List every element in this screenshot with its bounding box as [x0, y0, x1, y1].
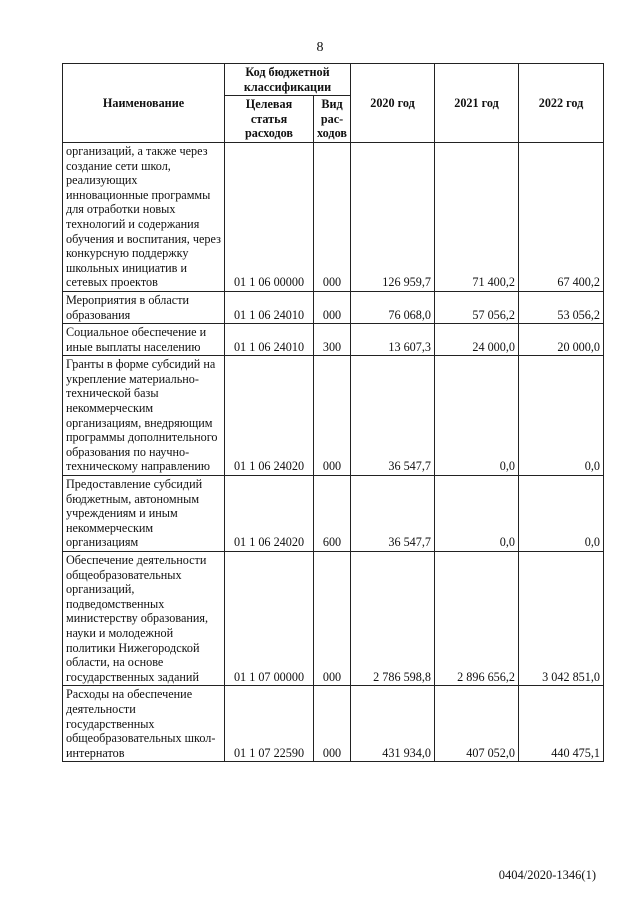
row-2021: 71 400,2	[435, 142, 519, 291]
page-number: 8	[316, 40, 324, 55]
table-row	[63, 356, 604, 476]
table-row	[63, 324, 604, 356]
table-row	[63, 552, 604, 686]
header-2022: 2022 год	[519, 64, 604, 143]
row-2020: 2 786 598,8	[351, 552, 435, 686]
header-vid: Вид рас-ходов	[314, 96, 351, 143]
table-row	[63, 142, 604, 291]
row-2022: 440 475,1	[519, 686, 604, 762]
row-2022: 3 042 851,0	[519, 552, 604, 686]
row-2020: 36 547,7	[351, 356, 435, 476]
row-name: Мероприятия в области образования	[63, 291, 225, 323]
row-2021: 2 896 656,2	[435, 552, 519, 686]
row-2021: 24 000,0	[435, 324, 519, 356]
row-2022: 20 000,0	[519, 324, 604, 356]
row-name: Социальное обеспечение и иные выплаты населению	[63, 324, 225, 356]
document-code: 0404/2020-1346(1)	[498, 868, 596, 882]
row-name: организаций, а также через создание сети школ, реализующих инновационные программы для отработки новых технологий и содержания обучения и воспитания, через конкурсную поддержку школьных инициатив и сетевых проектов	[63, 142, 225, 291]
row-name: Гранты в форме субсидий на укрепление материально-технической базы некоммерческим организациям, внедряющим программы дополнительного образования по научно-техническому направлению	[63, 356, 225, 476]
row-name: Предоставление субсидий бюджетным, автономным учреждениям и иным некоммерческим организациям	[63, 476, 225, 552]
row-vid: 000	[314, 552, 351, 686]
row-2020: 13 607,3	[351, 324, 435, 356]
row-code: 01 1 06 24010	[225, 324, 314, 356]
row-2021: 57 056,2	[435, 291, 519, 323]
budget-table	[62, 63, 604, 762]
row-2020: 431 934,0	[351, 686, 435, 762]
row-code: 01 1 06 24020	[225, 356, 314, 476]
header-2020: 2020 год	[351, 64, 435, 143]
row-vid: 300	[314, 324, 351, 356]
row-2021: 0,0	[435, 476, 519, 552]
table-row	[63, 686, 604, 762]
row-2022: 0,0	[519, 476, 604, 552]
row-code: 01 1 06 24010	[225, 291, 314, 323]
header-target: Целевая статья расходов	[225, 96, 314, 143]
row-2020: 126 959,7	[351, 142, 435, 291]
row-vid: 000	[314, 291, 351, 323]
row-vid: 000	[314, 142, 351, 291]
row-name: Расходы на обеспечение деятельности государственных общеобразовательных школ-интернатов	[63, 686, 225, 762]
row-2020: 36 547,7	[351, 476, 435, 552]
row-2021: 0,0	[435, 356, 519, 476]
row-2022: 0,0	[519, 356, 604, 476]
row-vid: 600	[314, 476, 351, 552]
header-2021: 2021 год	[435, 64, 519, 143]
row-vid: 000	[314, 686, 351, 762]
row-2021: 407 052,0	[435, 686, 519, 762]
row-code: 01 1 07 00000	[225, 552, 314, 686]
row-code: 01 1 06 24020	[225, 476, 314, 552]
row-2022: 53 056,2	[519, 291, 604, 323]
table-row	[63, 476, 604, 552]
header-name: Наименование	[63, 64, 225, 143]
row-name: Обеспечение деятельности общеобразовательных организаций, подведомственных министерству образования, науки и молодежной политики Нижегородской области, на основе государственных заданий	[63, 552, 225, 686]
table-row	[63, 291, 604, 323]
row-2020: 76 068,0	[351, 291, 435, 323]
row-vid: 000	[314, 356, 351, 476]
row-2022: 67 400,2	[519, 142, 604, 291]
row-code: 01 1 06 00000	[225, 142, 314, 291]
row-code: 01 1 07 22590	[225, 686, 314, 762]
header-code-group: Код бюджетной классификации	[225, 64, 351, 96]
